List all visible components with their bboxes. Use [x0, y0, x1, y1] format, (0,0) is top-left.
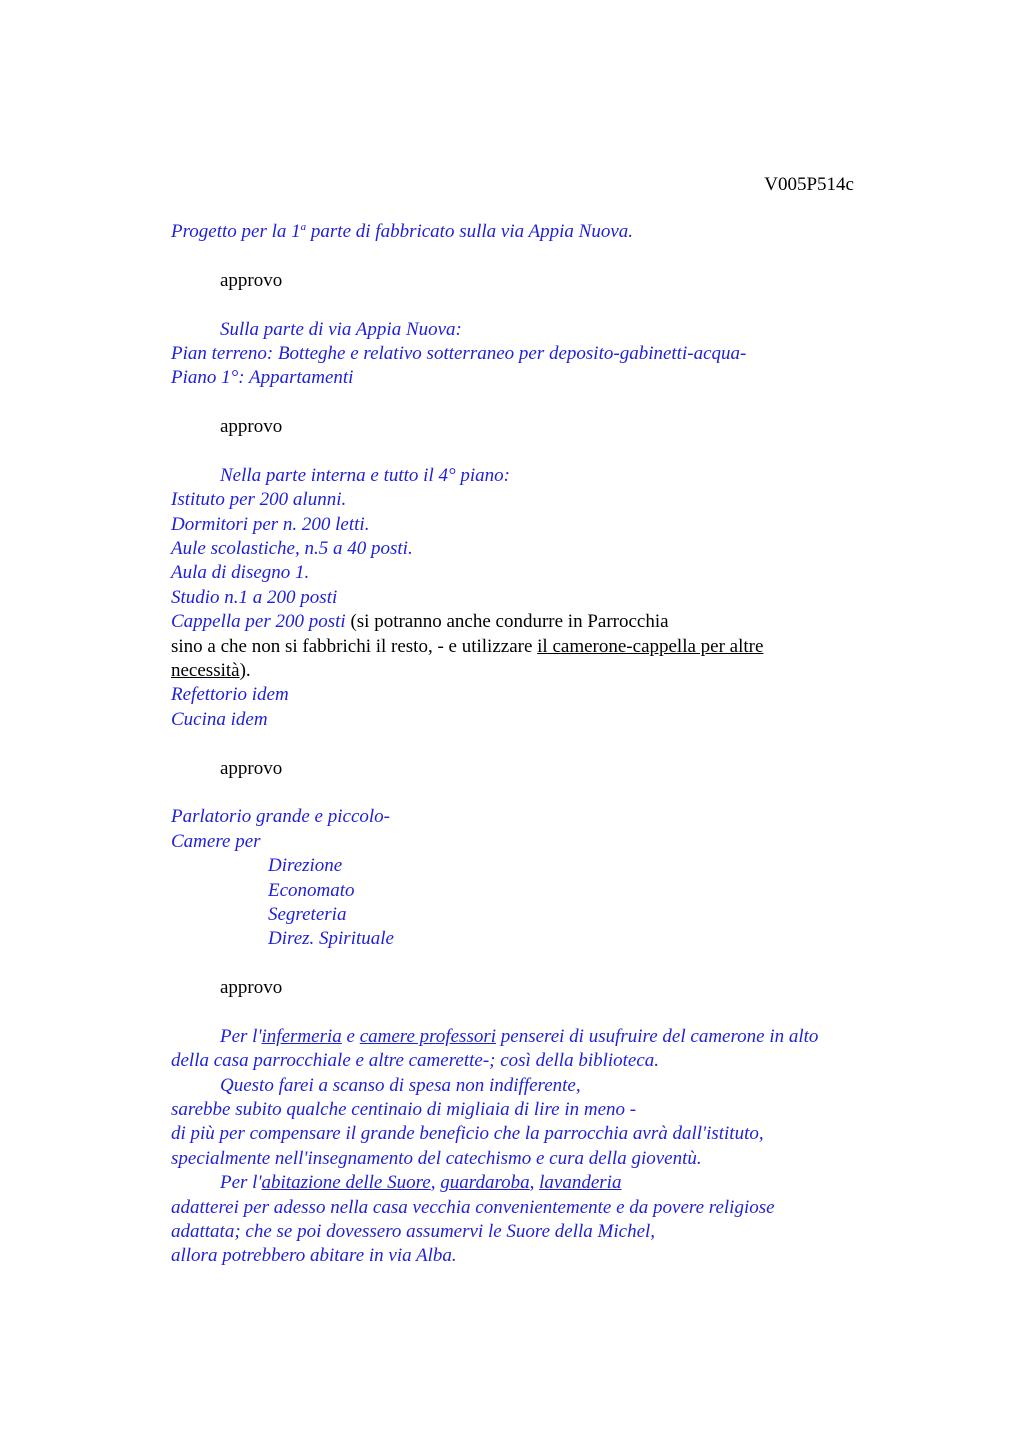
section1-line: Pian terreno: Botteghe e relativo sotterraneo per deposito-gabinetti-acqua-	[171, 342, 747, 364]
section4-line: sarebbe subito qualche centinaio di migliaia di lire in meno -	[171, 1099, 637, 1121]
section4-line: della casa parrocchiale e altre camerette-; così della biblioteca.	[171, 1050, 660, 1072]
section4-paragraph1: Per l'infermeria e camere professori penserei di usufruire del camerone in alto	[220, 1025, 819, 1047]
section2-line: Aule scolastiche, n.5 a 40 posti.	[171, 538, 413, 560]
section2-line: Studio n.1 a 200 posti	[171, 586, 338, 608]
room-item: Segreteria	[268, 903, 347, 925]
section4-line: allora potrebbero abitare in via Alba.	[171, 1245, 457, 1267]
document-body	[171, 220, 891, 1269]
cappella-line: Cappella per 200 posti (si potranno anche condurre in Parrocchia	[171, 611, 669, 633]
section4-line: adattata; che se poi dovessero assumervi le Suore della Michel,	[171, 1221, 656, 1243]
approval-mark-3: approvo	[220, 757, 283, 779]
document-title: Progetto per la 1$^a$ parte di fabbricato sulla via Appia Nuova.	[171, 221, 634, 242]
section1-intro: Sulla parte di via Appia Nuova:	[220, 318, 462, 340]
section4-line: di più per compensare il grande beneficio che la parrocchia avrà dall'istituto,	[171, 1123, 764, 1145]
section2-line: Aula di disegno 1.	[171, 562, 310, 584]
section2-intro: Nella parte interna e tutto il 4° piano:	[220, 464, 510, 486]
approval-mark-4: approvo	[220, 977, 283, 999]
section2-tail: Refettorio idem	[171, 684, 289, 706]
section3-line: Camere per	[171, 830, 261, 852]
approval-mark-1: approvo	[220, 269, 283, 291]
cappella-note-end: necessità).	[171, 660, 251, 682]
section4-paragraph3: Per l'abitazione delle Suore, guardaroba, lavanderia	[220, 1172, 622, 1194]
section2-line: Istituto per 200 alunni.	[171, 489, 347, 511]
section4-line: adatterei per adesso nella casa vecchia convenientemente e da povere religiose	[171, 1196, 775, 1218]
room-item: Economato	[268, 879, 355, 901]
section2-tail: Cucina idem	[171, 708, 268, 730]
document-id: V005P514c	[764, 174, 854, 195]
approval-mark-2: approvo	[220, 416, 283, 438]
section4-line: specialmente nell'insegnamento del catechismo e cura della gioventù.	[171, 1147, 702, 1169]
room-item: Direzione	[268, 855, 343, 877]
section1-line: Piano 1°: Appartamenti	[171, 367, 354, 389]
section4-paragraph2: Questo farei a scanso di spesa non indifferente,	[220, 1074, 581, 1096]
cappella-note: sino a che non si fabbrichi il resto, - e utilizzare il camerone-cappella per altre	[171, 635, 764, 657]
room-item: Direz. Spirituale	[268, 928, 394, 950]
section3-line: Parlatorio grande e piccolo-	[171, 806, 390, 828]
section2-line: Dormitori per n. 200 letti.	[171, 513, 370, 535]
